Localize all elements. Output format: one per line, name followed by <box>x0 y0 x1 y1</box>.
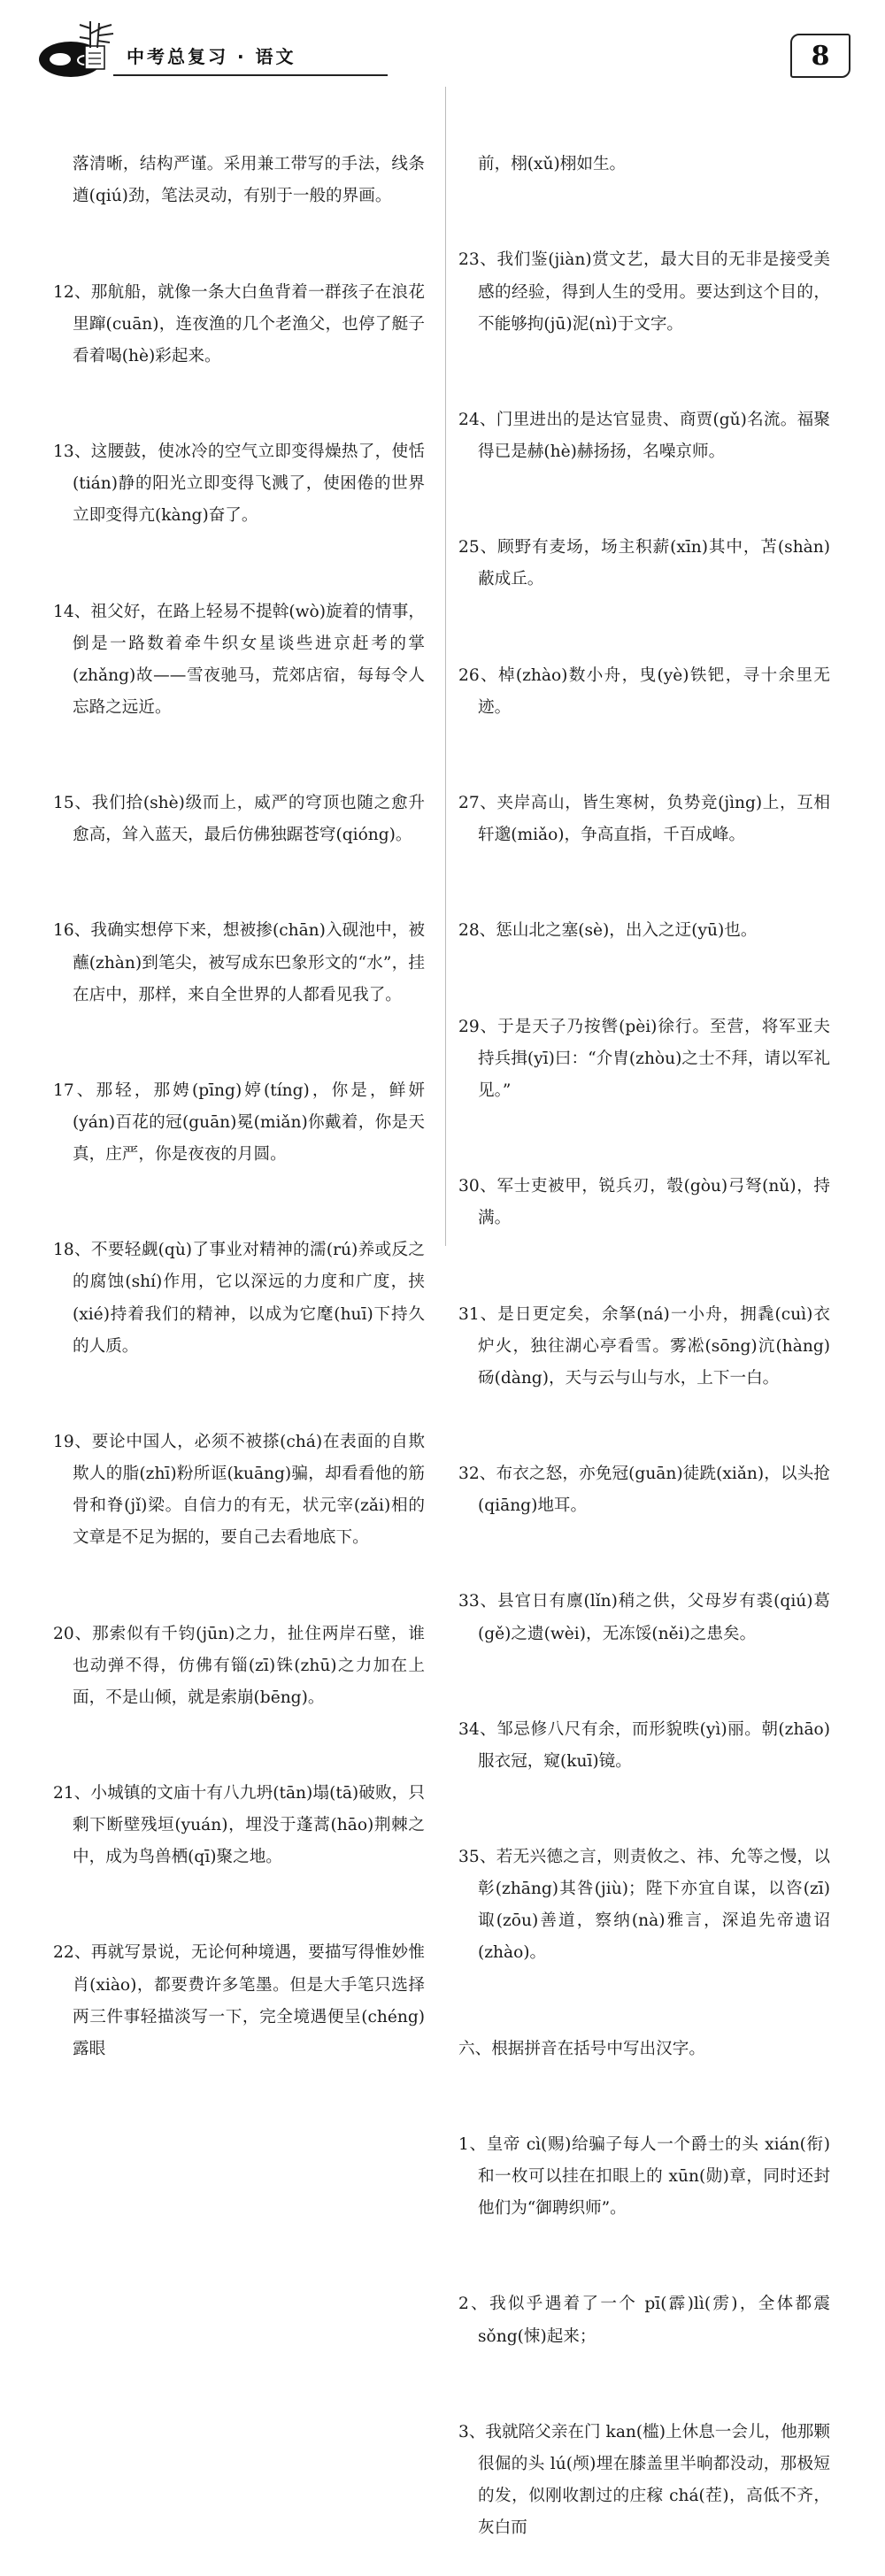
column-divider <box>445 87 446 1246</box>
list-item: 23、我们鉴(jiàn)赏文艺，最大目的无非是接受美感的经验，得到人生的受用。要达到这个目的，不能够拘(jū)泥(nì)于文字。 <box>458 250 830 334</box>
list-item: 12、那航船，就像一条大白鱼背着一群孩子在浪花里蹿(cuān)，连夜渔的几个老渔父，也停了艇子看着喝(hè)彩起来。 <box>53 282 425 365</box>
list-item: 21、小城镇的文庙十有八九坍(tān)塌(tā)破败，只剩下断壁残垣(yuán)，埋没于蓬蒿(hāo)荆棘之中，成为鸟兽栖(qī)聚之地。 <box>53 1783 425 1867</box>
header-rule <box>113 74 388 76</box>
list-item: 3、我就陪父亲在门 kan(槛)上休息一会儿，他那颗很倔的头 lú(颅)埋在膝盖里半晌都没动，那极短的发，似刚收割过的庄稼 chá(茬)，高低不齐，灰白而 <box>458 2422 830 2538</box>
list-item: 17、那轻，那娉(pīng)婷(tíng)，你是，鲜妍(yán)百花的冠(guān)冕(miǎn)你戴着，你是天真，庄严，你是夜夜的月圆。 <box>53 1080 425 1165</box>
list-item: 28、惩山北之塞(sè)，出入之迂(yū)也。 <box>458 921 758 941</box>
list-item: 20、那索似有千钧(jūn)之力，扯住两岸石壁，谁也动弹不得，仿佛有锱(zī)铢(zhū)之力加在上面，不是山倾，就是索崩(bēng)。 <box>53 1624 425 1707</box>
list-item: 19、要论中国人，必须不被搽(chá)在表面的自欺欺人的脂(zhī)粉所诓(kuāng)骗，却看看他的筋骨和脊(jǐ)梁。自信力的有无，状元宰(zǎi)相的文章是不足为据的，要自己去看地底下。 <box>53 1432 425 1548</box>
list-item: 落清晰，结构严谨。采用兼工带写的手法，线条遒(qiú)劲，笔法灵动，有别于一般的界画。 <box>73 155 425 206</box>
list-item: 31、是日更定矣，余拏(ná)一小舟，拥毳(cuì)衣炉火，独往湖心亭看雪。雾凇(sōng)沆(hàng)砀(dàng)，天与云与山与水，上下一白。 <box>458 1304 830 1388</box>
list-item: 14、祖父好，在路上轻易不提斡(wò)旋着的情事，倒是一路数着牵牛织女星谈些进京赶考的掌(zhǎng)故——雪夜驰马，荒郊店宿，每每令人忘路之远近。 <box>53 602 425 717</box>
list-item: 26、棹(zhào)数小舟，曳(yè)铁钯，寻十余里无迹。 <box>458 665 830 717</box>
list-item: 前，栩(xǔ)栩如生。 <box>478 155 627 174</box>
section-heading: 六、根据拼音在括号中写出汉字。 <box>458 2039 705 2058</box>
list-item: 22、再就写景说，无论何种境遇，要描写得惟妙惟肖(xiào)，都要费许多笔墨。但是大手笔只选择两三件事轻描淡写一下，完全境遇便呈(chéng)露眼 <box>53 1943 425 2058</box>
list-item: 27、夹岸高山，皆生寒树，负势竞(jìng)上，互相轩邈(miǎo)，争高直指，千百成峰。 <box>458 794 830 845</box>
list-item: 25、顾野有麦场，场主积薪(xīn)其中，苫(shàn)蔽成丘。 <box>458 538 830 589</box>
list-item: 1、皇帝 cì(赐)给骗子每人一个爵士的头 xián(衔)和一枚可以挂在扣眼上的 xūn(勋)章，同时还封他们为“御聘织师”。 <box>458 2135 830 2218</box>
list-item: 33、县官日有廪(lǐn)稍之供，父母岁有裘(qiú)葛(gě)之遗(wèi)，无冻馁(něi)之患矣。 <box>458 1592 830 1643</box>
list-item: 13、这腰鼓，使冰冷的空气立即变得燥热了，使恬(tián)静的阳光立即变得飞溅了，使困倦的世界立即变得亢(kàng)奋了。 <box>53 442 425 526</box>
list-item: 35、若无兴德之言，则责攸之、祎、允等之慢，以彰(zhāng)其咎(jiù)；陛下亦宜自谋，以咨(zī)诹(zōu)善道，察纳(nà)雅言，深追先帝遗诏(zhào)。 <box>458 1848 830 1963</box>
list-item: 29、于是天子乃按辔(pèi)徐行。至营，将军亚夫持兵揖(yī)曰：“介胄(zhòu)之士不拜，请以军礼见。” <box>458 1017 830 1100</box>
page-number: 8 <box>790 34 850 78</box>
right-column <box>458 85 835 2576</box>
left-column <box>53 85 425 2097</box>
list-item: 16、我确实想停下来，想被掺(chān)入砚池中，被蘸(zhàn)到笔尖，被写成东巴象形文的“水”，挂在店中，那样，来自全世界的人都看见我了。 <box>53 921 425 1004</box>
list-item: 30、军士吏被甲，锐兵刃，彀(gòu)弓弩(nǔ)，持满。 <box>458 1177 830 1228</box>
list-item: 18、不要轻觑(qù)了事业对精神的濡(rú)养或反之的腐蚀(shí)作用，它以深远的力度和广度，挟(xié)持着我们的精神，以成为它麾(huī)下持久的人质。 <box>53 1241 425 1356</box>
book-title: 中考总复习 · 语文 <box>127 46 296 67</box>
bamboo-yinyang-logo-icon <box>35 19 124 81</box>
list-item: 15、我们拾(shè)级而上，威严的穹顶也随之愈升愈高，耸入蓝天，最后仿佛独踞苍穹(qióng)。 <box>53 794 425 845</box>
list-item: 34、邹忌修八尺有余，而形貌昳(yì)丽。朝(zhāo)服衣冠，窥(kuī)镜。 <box>458 1719 830 1771</box>
list-item: 32、布衣之怒，亦免冠(guān)徒跣(xiǎn)，以头抢(qiāng)地耳。 <box>458 1465 830 1516</box>
list-item: 24、门里进出的是达官显贵、商贾(gǔ)名流。福聚得已是赫(hè)赫扬扬，名噪京师。 <box>458 410 830 462</box>
list-item: 2、我似乎遇着了一个 pī(霹)lì(雳)，全体都震 sǒng(悚)起来； <box>458 2295 835 2346</box>
page-header <box>0 0 885 88</box>
